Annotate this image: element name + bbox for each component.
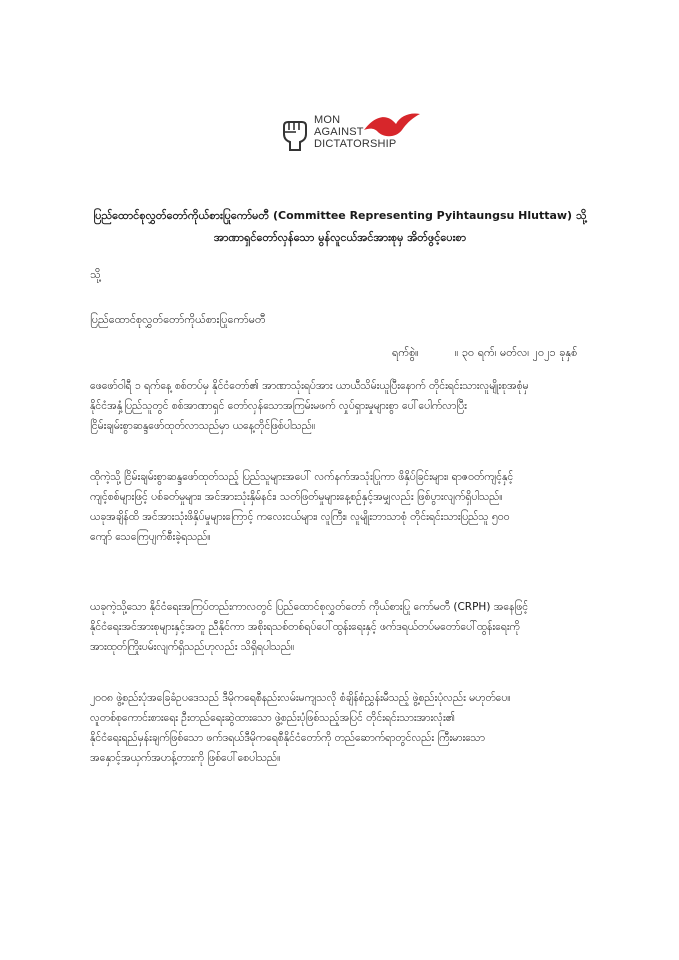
salutation-to: သို့ xyxy=(90,268,101,281)
paragraph-2 xyxy=(90,467,594,547)
logo-line-1: MON xyxy=(314,114,341,126)
paragraph-line: နိုင်ငံရေးအင်အားစုများနှင့်အတူ ညီနိုင်ကာ အစိုးရသစ်တစ်ရပ်ပေါ်ထွန်းရေးနှင့် ဖက်ဒရယ်တပ်မတော်ပေါ်ထွန်းရေးကို xyxy=(90,621,520,633)
paragraph-line: အားထုတ်ကြိုးပမ်းလျက်ရှိသည်ဟုလည်း သိရှိရပါသည်။ xyxy=(90,641,295,653)
title-line-1: ပြည်ထောင်စုလွှတ်တော်ကိုယ်စားပြုကော်မတီ (Committee Representing Pyihtaungsu Hluttaw) သို့ xyxy=(93,209,587,222)
paragraph-line: ဖေဖော်ဝါရီ ၁ ရက်နေ့ စစ်တပ်မှ နိုင်ငံတော်၏ အာဏာသုံးရပ်အား ယာယီသိမ်းယူပြီးနောက် တိုင်းရင်းသားလူမျိုးစုအစုံမှ xyxy=(90,380,529,392)
title-line-2: အာဏာရှင်တော်လှန်သော မွန်လူငယ်အင်အားစုမှ အိတ်ဖွင့်ပေးစာ xyxy=(213,231,467,244)
red-bird-icon xyxy=(362,112,422,140)
paragraph-line: ကျင့်စစ်များဖြင့် ပစ်ခတ်မှုများ၊ အင်အားသုံးနှိမ်နင်း၊ သတ်ဖြတ်မှုများနေ့စဉ်နှင့်အမျှလည်း ဖြစ်ပွားလျက်ရှိပါသည်။ xyxy=(90,491,503,503)
paragraph-line: ကျော် သေကြေပျက်စီးခဲ့ရသည်။ xyxy=(90,531,211,543)
recipient-line: ပြည်ထောင်စုလွှတ်တော်ကိုယ်စားပြုကော်မတီ xyxy=(90,313,266,326)
paragraph-line: ယခုအချိန်ထိ အင်အားသုံးဖိနှိပ်မှုများကြောင့် ကလေးငယ်များ၊ လူကြီး၊ လူမျိုးဘာသာစုံ တိုင်းရင်းသားပြည်သူ ၅၀၀ xyxy=(90,511,510,523)
paragraph-line: ငြိမ်းချမ်းစွာဆန္ဒဖော်ထုတ်လာသည်မှာ ယနေ့တိုင်ဖြစ်ပါသည်။ xyxy=(90,420,316,432)
paragraph-line: အနှောင့်အယှက်အဟန့်တားကို ဖြစ်ပေါ်စေပါသည်။ xyxy=(90,752,281,764)
paragraph-line: လူတစ်စုကောင်းစားရေး ဦးတည်ရေးဆွဲထားသော ဖွဲ့စည်းပုံဖြစ်သည့်အပြင် တိုင်းရင်းသားအားလုံး၏ xyxy=(90,712,456,724)
date-label: ရက်စွဲ။ xyxy=(392,346,419,359)
paragraph-line: ၂၀၀၈ ဖွဲ့စည်းပုံအခြေခံဥပဒေသည် ဒီမိုကရေစီနည်းလမ်းမကျသလို စံချိန်စံညွှန်းမီသည့် ဖွဲ့စည်းပုံလည်း မဟုတ်ပေ။ xyxy=(90,692,511,704)
paragraph-3 xyxy=(90,597,594,657)
paragraph-line: နိုင်ငံရေးရည်မှန်းချက်ဖြစ်သော ဖက်ဒရယ်ဒီမိုကရေစီနိုင်ငံတော်ကို တည်ဆောက်ရာတွင်လည်း ကြီးမားသော xyxy=(90,732,485,744)
letter-title xyxy=(60,205,620,249)
logo-line-2: AGAINST xyxy=(314,126,364,138)
raised-fist-icon xyxy=(278,112,310,152)
paragraph-line: နိုင်ငံအနှံ့ပြည်သူတွင် စစ်အာဏာရှင် တော်လှန်သောအကြမ်းမဖက် လှုပ်ရှားမှုများစွာ ပေါ်ပေါက်လာပြီး xyxy=(90,400,467,412)
paragraph-4 xyxy=(90,688,594,768)
paragraph-line: ယခုကဲ့သို့သော နိုင်ငံရေးအကြပ်တည်းကာလတွင် ပြည်ထောင်စုလွှတ်တော် ကိုယ်စားပြု ကော်မတီ (CRPH) အနေဖြင့် xyxy=(90,601,529,613)
paragraph-line: ထိုကဲ့သို့ ငြိမ်းချမ်းစွာဆန္ဒဖော်ထုတ်သည့် ပြည်သူများအပေါ် လက်နက်အသုံးပြုကာ ဖိနှိပ်ခြင်းများ၊ ရာဇဝတ်ကျင့်နှင့် xyxy=(90,471,514,483)
mon-against-dictatorship-logo xyxy=(278,106,428,158)
date-value: ။ ၃၀ ရက်၊ မတ်လ၊ ၂၀၂၁ ခုနှစ် xyxy=(455,346,578,359)
logo-line-3: DICTATORSHIP xyxy=(314,138,397,150)
paragraph-1 xyxy=(90,376,594,436)
